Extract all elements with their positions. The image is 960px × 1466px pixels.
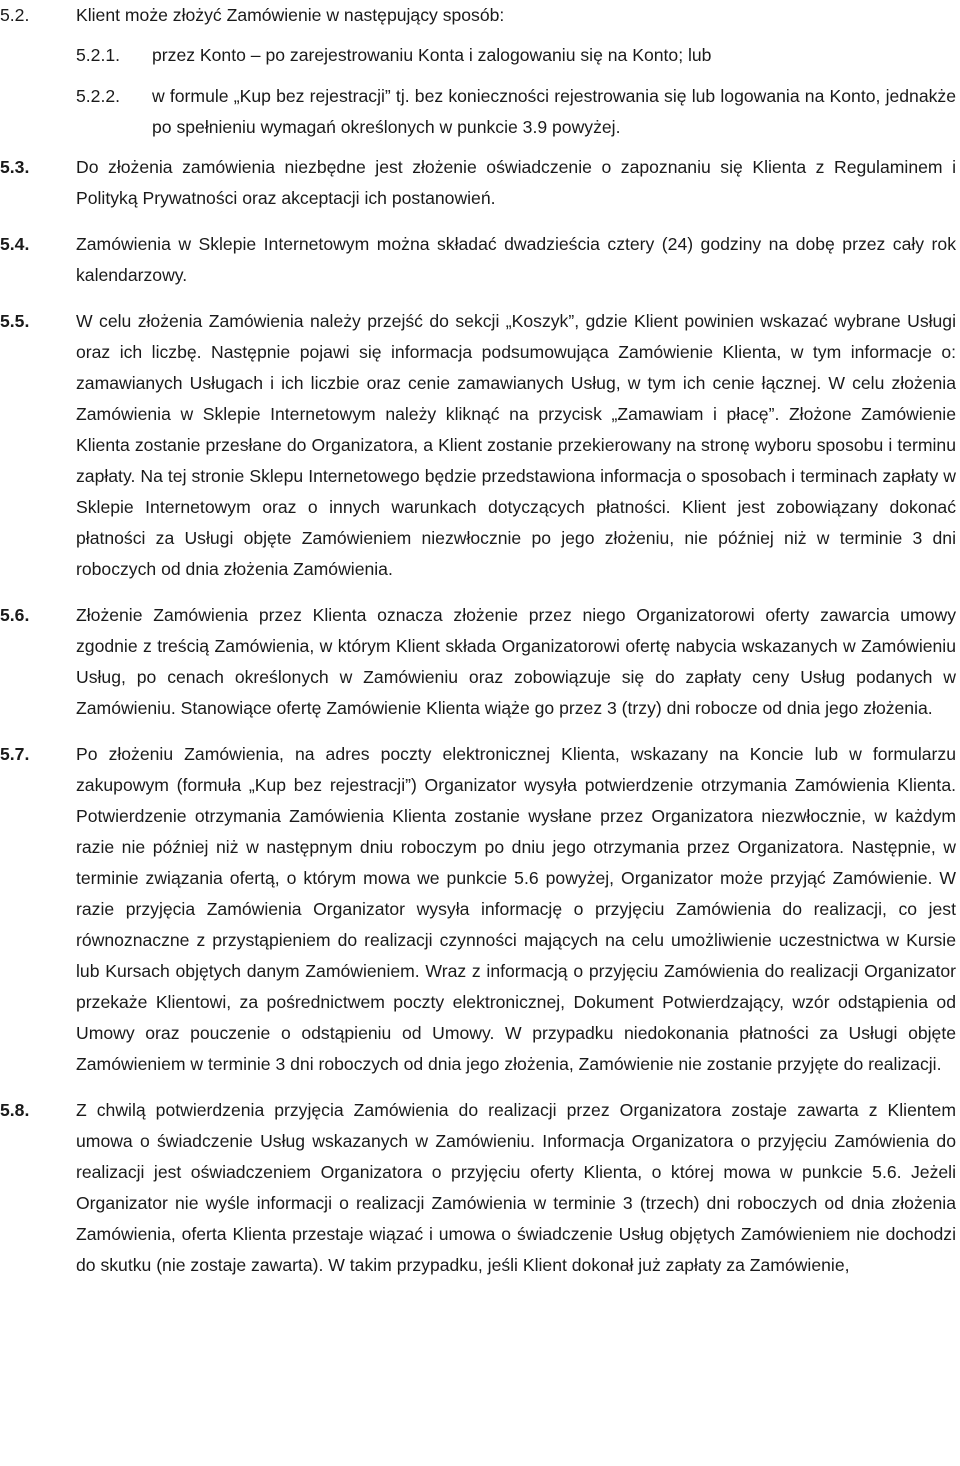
clause-number: 5.6.	[0, 605, 30, 625]
clause-5-7	[0, 739, 960, 1080]
clause-text: Po złożeniu Zamówienia, na adres poczty elektronicznej Klienta, wskazany na Koncie lub w formularzu zakupowym (formuła „Kup bez rejestracji”) Organizator wysyła potwierdzenie otrzymania Zamówienia Klienta. Potwierdzenie otrzymania Zamówienia Klienta zostanie wysłane przez Organizatora niezwłocznie, w każdym razie nie później niż w następnym dniu roboczym po dniu jego otrzymania przez Organizatora. Następnie, w terminie związania ofertą, o którym mowa we punkcie 5.6 powyżej, Organizator może przyjąć Zamówienie. W razie przyjęcia Zamówienia Organizator wysyła informację o przyjęciu Zamówienia do realizacji, co jest równoznaczne z przystąpieniem do realizacji czynności mających na celu umożliwienie uczestnictwa w Kursie lub Kursach objętych danym Zamówieniem. Wraz z informacją o przyjęciu Zamówienia do realizacji Organizator przekaże Klientowi, za pośrednictwem poczty elektronicznej, Dokument Potwierdzający, wzór odstąpienia od Umowy oraz pouczenie o odstąpieniu od Umowy. W przypadku niedokonania płatności za Usługi objęte Zamówieniem w terminie 3 dni roboczych od dnia jego złożenia, Zamówienie nie zostanie przyjęte do realizacji.	[76, 744, 956, 1074]
clause-5-5	[0, 306, 960, 585]
clause-text: Do złożenia zamówienia niezbędne jest złożenie oświadczenie o zapoznaniu się Klienta z Regulaminem i Polityką Prywatności oraz akceptacji ich postanowień.	[76, 157, 956, 208]
clause-number: 5.4.	[0, 234, 30, 254]
clause-text: Z chwilą potwierdzenia przyjęcia Zamówienia do realizacji przez Organizatora zostaje zawarta z Klientem umowa o świadczenie Usług wskazanych w Zamówieniu. Informacja Organizatora o przyjęciu Zamówienia do realizacji jest oświadczeniem Organizatora o przyjęciu oferty Klienta, o której mowa w punkcie 5.6. Jeżeli Organizator nie wyśle informacji o realizacji Zamówienia w terminie 3 (trzech) dni roboczych od dnia złożenia Zamówienia, oferta Klienta przestaje wiązać i umowa o świadczenie Usług objętych Zamówieniem nie dochodzi do skutku (nie zostaje zawarta). W takim przypadku, jeśli Klient dokonał już zapłaty za Zamówienie,	[76, 1100, 956, 1275]
clause-5-3	[0, 152, 960, 214]
clause-number: 5.5.	[0, 311, 30, 331]
subclause-5-2-2	[0, 81, 960, 143]
clause-5-2	[0, 0, 960, 31]
clause-text: Złożenie Zamówienia przez Klienta oznacza złożenie przez niego Organizatorowi oferty zawarcia umowy zgodnie z treścią Zamówienia, w którym Klient składa Organizatorowi ofertę nabycia wskazanych w Zamówieniu Usług, po cenach określonych w Zamówieniu oraz zobowiązuje się do zapłaty ceny Usług podanych w Zamówieniu. Stanowiące ofertę Zamówienie Klienta wiąże go przez 3 (trzy) dni robocze od dnia jego złożenia.	[76, 605, 956, 718]
clause-5-4	[0, 229, 960, 291]
clause-5-8	[0, 1095, 960, 1281]
clause-number: 5.8.	[0, 1100, 30, 1120]
subclause-number: 5.2.1.	[76, 45, 121, 65]
clause-5-6	[0, 600, 960, 724]
subclause-5-2-1	[0, 40, 960, 71]
clause-text: W celu złożenia Zamówienia należy przejść do sekcji „Koszyk”, gdzie Klient powinien wskazać wybrane Usługi oraz ich liczbę. Następnie pojawi się informacja podsumowująca Zamówienie Klienta, w tym informacje o: zamawianych Usługach i ich liczbie oraz cenie zamawianych Usług, w tym ich cenie łącznej. W celu złożenia Zamówienia w Sklepie Internetowym należy kliknąć na przycisk „Zamawiam i płacę”. Złożone Zamówienie Klienta zostanie przesłane do Organizatora, a Klient zostanie przekierowany na stronę wyboru sposobu i terminu zapłaty. Na tej stronie Sklepu Internetowego będzie przedstawiona informacja o sposobach i terminach zapłaty w Sklepie Internetowym oraz o innych warunkach dotyczących płatności. Klient jest zobowiązany dokonać płatności za Usługi objęte Zamówieniem niezwłocznie po jego złożeniu, nie później niż w terminie 3 dni roboczych od dnia złożenia Zamówienia.	[76, 311, 956, 579]
clause-text: Zamówienia w Sklepie Internetowym można składać dwadzieścia cztery (24) godziny na dobę przez cały rok kalendarzowy.	[76, 234, 956, 285]
subclause-text: przez Konto – po zarejestrowaniu Konta i zalogowaniu się na Konto; lub	[152, 45, 712, 65]
clause-text: Klient może złożyć Zamówienie w następujący sposób:	[76, 5, 505, 25]
clause-number: 5.7.	[0, 744, 30, 764]
clause-number: 5.3.	[0, 157, 30, 177]
subclause-number: 5.2.2.	[76, 86, 121, 106]
clause-number: 5.2.	[0, 5, 30, 25]
subclause-text: w formule „Kup bez rejestracji” tj. bez konieczności rejestrowania się lub logowania na Konto, jednakże po spełnieniu wymagań określonych w punkcie 3.9 powyżej.	[152, 86, 956, 137]
